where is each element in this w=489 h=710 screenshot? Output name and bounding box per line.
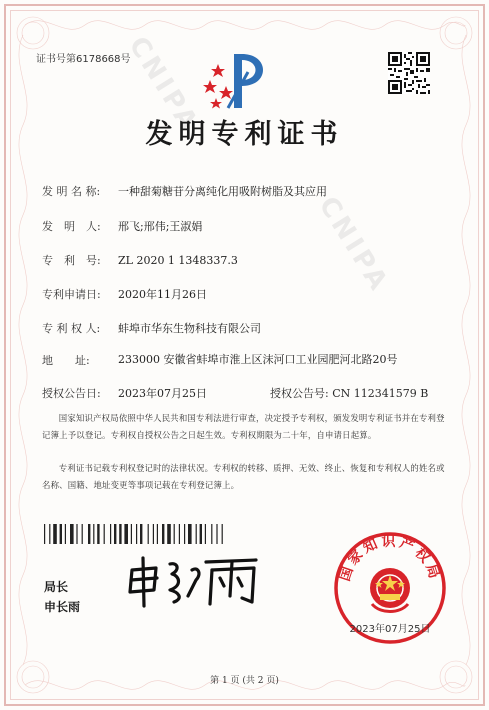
page-title: 发明专利证书 [145,119,344,150]
grant-date-label: 授权公告日: [42,387,101,400]
registration-note-paragraph: 专利证书记载专利权登记时的法律状况。专利权的转移、质押、无效、终止、恢复和专利权人的姓名或名称、国籍、地址变更等事项记载在专利登记簿上。 [42,463,445,490]
signatory-name: 申长雨 [44,600,81,614]
seal-text: 国家知识产权局 [337,534,443,584]
barcode-icon [44,524,294,544]
patent-number-label: 专 利 号: [42,254,101,267]
invention-name-label: 发 明 名 称: [42,185,101,198]
patentee-value: 蚌埠市华东生物科技有限公司 [118,322,261,335]
invention-name-value: 一种甜菊糖苷分离纯化用吸附树脂及其应用 [118,185,327,198]
filing-date-row [42,286,207,302]
patent-number-row [42,252,238,268]
grant-date-row [42,385,207,401]
qr-code-icon [388,52,430,94]
filing-date-value: 2020年11月26日 [118,288,207,301]
watermark: CNIPA [312,191,395,299]
patent-number-value: ZL 2020 1 1348337.3 [118,254,238,267]
patentee-row [42,320,261,336]
official-seal [332,530,448,646]
watermark: CNIPA [122,31,205,139]
patentee-label: 专 利 权 人: [42,322,101,335]
address-value: 233000 安徽省蚌埠市淮上区沫河口工业园肥河北路20号 [118,353,398,366]
invention-name-row [42,183,327,199]
address-row [42,352,418,368]
address-label: 地 址: [42,354,90,367]
publication-number-row [270,385,428,401]
page-footer: 第 1 页 (共 2 页) [210,676,279,686]
grant-statement-paragraph: 国家知识产权局依照中华人民共和国专利法进行审查，决定授予专利权，颁发发明专利证书并在专利登记簿上予以登记。专利权自授权公告之日起生效。专利权期限为二十年，自申请日起算。 [42,413,445,440]
seal-date: 2023年07月25日 [349,624,431,635]
certificate-number: 证书号第6178668号 [36,54,131,65]
inventor-label: 发 明 人: [42,220,101,233]
cnipa-logo-icon [200,50,270,112]
signature-title: 局长 [44,580,69,594]
publication-number-value: CN 112341579 B [332,387,429,400]
handwritten-signature [124,556,264,608]
inventor-row [42,218,202,234]
grant-date-value: 2023年07月25日 [118,387,207,400]
filing-date-label: 专利申请日: [42,288,101,301]
publication-number-label: 授权公告号: [270,387,329,400]
inventor-value: 邢飞;邢伟;王淑娟 [118,220,203,233]
